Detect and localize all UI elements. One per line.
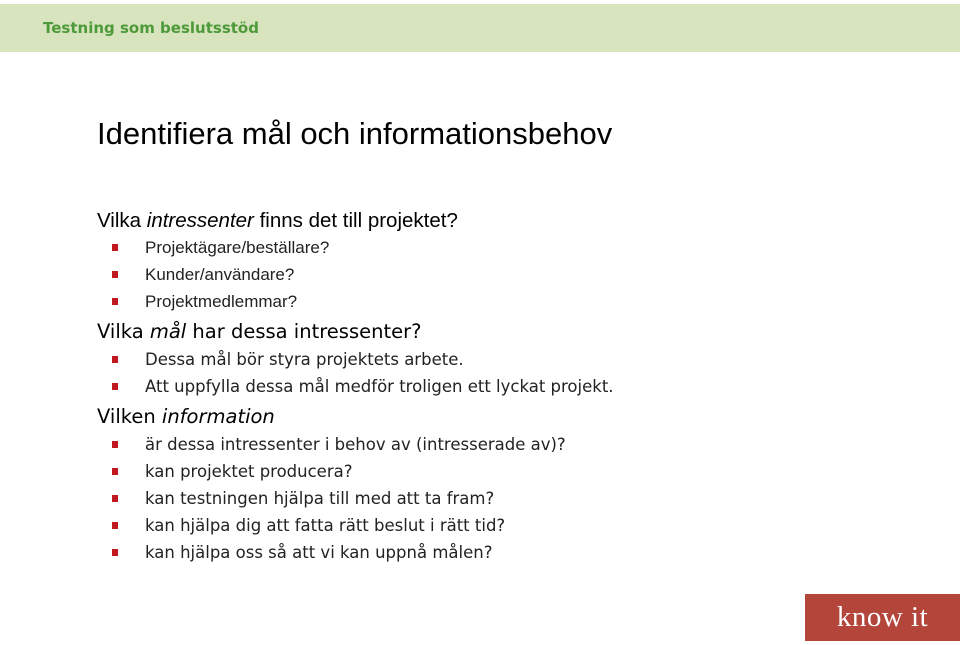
list-item xyxy=(145,238,329,258)
list-item xyxy=(145,489,494,508)
bullet-square-icon xyxy=(112,356,118,363)
bullet-square-icon xyxy=(112,522,118,529)
company-logo xyxy=(805,594,960,641)
list-item xyxy=(145,265,294,285)
bullet-square-icon xyxy=(112,298,118,305)
list-item-text: är dessa intressenter i behov av (intresserade av)? xyxy=(145,435,566,454)
question-stakeholders xyxy=(97,209,458,233)
question-goals xyxy=(97,320,422,343)
list-item xyxy=(145,543,492,562)
list-item xyxy=(145,292,297,312)
slide-title: Identifiera mål och informationsbehov xyxy=(97,116,613,151)
list-item xyxy=(145,462,353,481)
list-item xyxy=(145,350,464,369)
list-item-text: kan projektet producera? xyxy=(145,462,353,481)
list-item xyxy=(145,377,614,396)
lead-text: finns det till projektet? xyxy=(253,209,458,232)
lead-text: Vilken xyxy=(97,405,162,428)
header-bar xyxy=(0,0,960,52)
list-item-text: kan hjälpa dig att fatta rätt beslut i rätt tid? xyxy=(145,516,506,535)
list-item-text: kan testningen hjälpa till med att ta fram? xyxy=(145,489,495,508)
lead-keyword: mål xyxy=(149,320,187,343)
bullet-square-icon xyxy=(112,441,118,448)
bullet-square-icon xyxy=(112,271,118,278)
bullet-square-icon xyxy=(112,468,118,475)
list-item-text: Dessa mål bör styra projektets arbete. xyxy=(145,350,464,369)
list-item xyxy=(145,516,505,535)
lead-text: Vilka xyxy=(97,320,150,343)
presentation-title: Testning som beslutsstöd xyxy=(43,19,259,37)
lead-keyword: information xyxy=(161,405,275,428)
list-item xyxy=(145,435,566,454)
list-item-text: Kunder/användare? xyxy=(145,265,295,284)
list-item-text: Att uppfylla dessa mål medför troligen ett lyckat projekt. xyxy=(145,377,614,396)
bullet-square-icon xyxy=(112,244,118,251)
bullet-square-icon xyxy=(112,549,118,556)
question-information xyxy=(97,405,275,428)
bullet-square-icon xyxy=(112,495,118,502)
lead-keyword: intressenter xyxy=(146,209,254,232)
logo-text: know it xyxy=(836,601,929,633)
lead-text: Vilka xyxy=(97,209,147,232)
bullet-square-icon xyxy=(112,383,118,390)
lead-text: har dessa intressenter? xyxy=(186,320,422,343)
list-item-text: Projektägare/beställare? xyxy=(145,238,330,257)
list-item-text: kan hjälpa oss så att vi kan uppnå målen? xyxy=(145,543,493,562)
list-item-text: Projektmedlemmar? xyxy=(145,292,298,311)
